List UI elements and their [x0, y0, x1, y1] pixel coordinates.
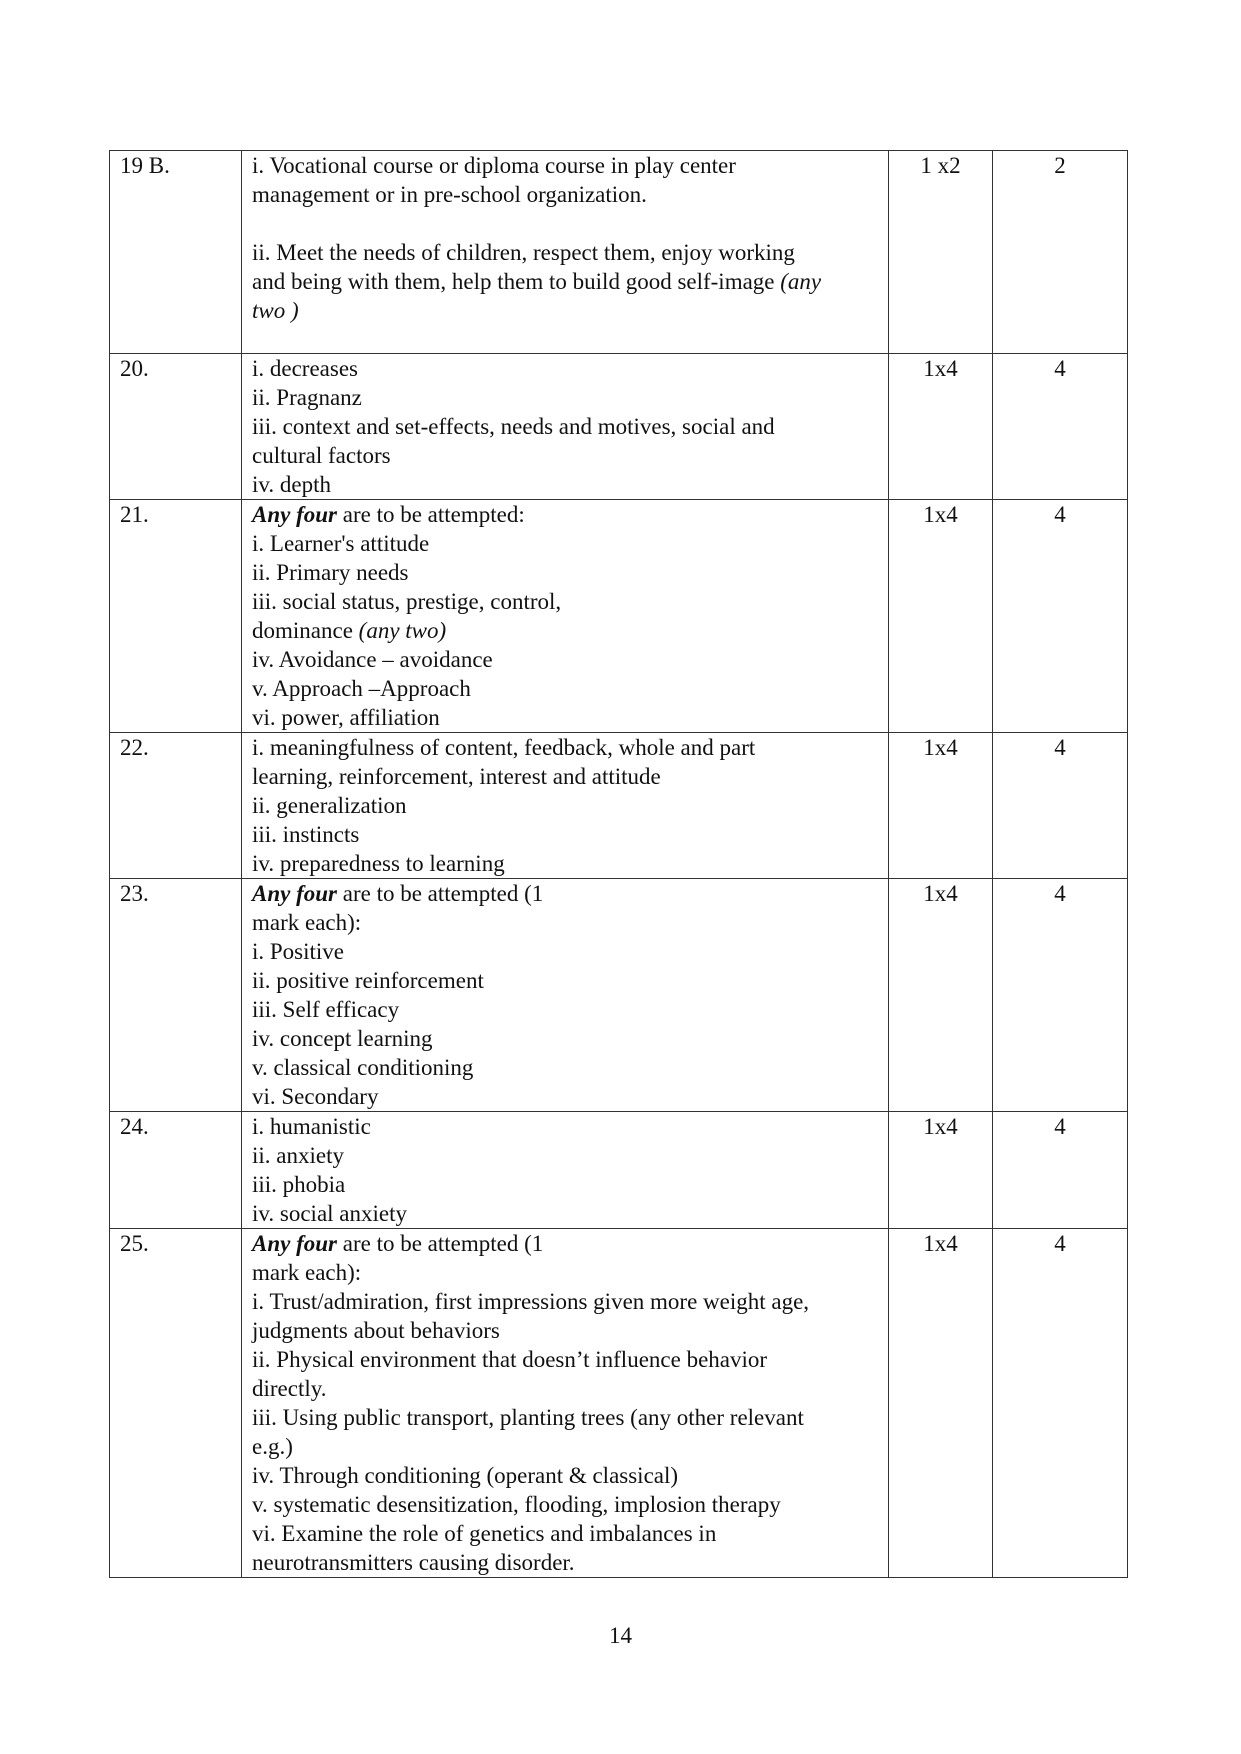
answer-line: mark each):: [252, 910, 362, 935]
answer-line: iii. phobia: [252, 1172, 346, 1197]
answer-line: [252, 267, 876, 296]
answer-line: iv. depth: [252, 472, 331, 497]
mark-distribution: 1 x2: [889, 151, 993, 354]
any-four-emphasis: Any four: [252, 502, 337, 527]
answer-line: [252, 296, 876, 325]
any-four-emphasis: Any four: [252, 881, 337, 906]
total-marks: 2: [993, 151, 1128, 354]
total-marks: 4: [993, 354, 1128, 500]
table-row: [110, 879, 1128, 1112]
answer-line: ii. positive reinforcement: [252, 968, 484, 993]
answer-line: directly.: [252, 1376, 327, 1401]
answer-text: are to be attempted (1: [337, 881, 544, 906]
question-number: 25.: [110, 1229, 242, 1578]
question-number: 22.: [110, 733, 242, 879]
answer-line: iv. concept learning: [252, 1026, 433, 1051]
answer-line: ii. Meet the needs of children, respect them, enjoy working: [252, 240, 795, 265]
mark-distribution: 1x4: [889, 879, 993, 1112]
answer-line: [252, 1229, 876, 1258]
answer-line: iv. Through conditioning (operant & classical): [252, 1463, 679, 1488]
answer-line: i. humanistic: [252, 1114, 371, 1139]
answer-text: and being with them, help them to build good self-image: [252, 269, 775, 294]
answer-text: are to be attempted (1: [337, 1231, 544, 1256]
answer-line: i. Vocational course or diploma course in play center: [252, 153, 736, 178]
answer-line: iii. Self efficacy: [252, 997, 400, 1022]
emphasis-note: (any: [780, 269, 822, 294]
answer-line: iii. Using public transport, planting trees (any other relevant: [252, 1405, 804, 1430]
question-number: 19 B.: [110, 151, 242, 354]
question-number: 23.: [110, 879, 242, 1112]
answer-cell: [242, 879, 889, 1112]
table-row: [110, 733, 1128, 879]
answer-line: learning, reinforcement, interest and attitude: [252, 764, 661, 789]
marking-scheme-table: [109, 150, 1128, 1578]
answer-line: neurotransmitters causing disorder.: [252, 1550, 575, 1575]
answer-line: i. decreases: [252, 356, 358, 381]
answer-gap: [252, 209, 876, 238]
answer-cell: [242, 500, 889, 733]
any-four-emphasis: Any four: [252, 1231, 337, 1256]
mark-distribution: 1x4: [889, 1112, 993, 1229]
answer-line: e.g.): [252, 1434, 293, 1459]
total-marks: 4: [993, 733, 1128, 879]
answer-text: dominance: [252, 618, 359, 643]
answer-line: ii. generalization: [252, 793, 407, 818]
question-number: 24.: [110, 1112, 242, 1229]
answer-line: iv. preparedness to learning: [252, 851, 505, 876]
answer-line: iii. context and set-effects, needs and motives, social and: [252, 414, 775, 439]
question-number: 21.: [110, 500, 242, 733]
mark-distribution: 1x4: [889, 354, 993, 500]
emphasis-note: (any two): [358, 618, 447, 643]
answer-line: ii. Physical environment that doesn’t influence behavior: [252, 1347, 768, 1372]
answer-line: v. classical conditioning: [252, 1055, 474, 1080]
answer-line: [252, 500, 876, 529]
answer-line: iv. social anxiety: [252, 1201, 407, 1226]
table-row: [110, 151, 1128, 354]
answer-line: ii. Pragnanz: [252, 385, 362, 410]
emphasis-note: two ): [252, 298, 299, 323]
answer-line: i. Positive: [252, 939, 345, 964]
answer-gap: [252, 325, 876, 353]
mark-distribution: 1x4: [889, 1229, 993, 1578]
answer-line: i. Learner's attitude: [252, 531, 430, 556]
answer-line: [252, 616, 876, 645]
table-row: [110, 1229, 1128, 1578]
answer-line: i. Trust/admiration, first impressions given more weight age,: [252, 1289, 810, 1314]
answer-line: vi. power, affiliation: [252, 705, 440, 730]
answer-cell: [242, 1229, 889, 1578]
answer-line: ii. Primary needs: [252, 560, 409, 585]
mark-distribution: 1x4: [889, 500, 993, 733]
answer-cell: [242, 354, 889, 500]
answer-line: vi. Secondary: [252, 1084, 379, 1109]
answer-text: are to be attempted:: [337, 502, 525, 527]
answer-line: cultural factors: [252, 443, 391, 468]
answer-line: v. systematic desensitization, flooding, implosion therapy: [252, 1492, 781, 1517]
table-row: [110, 500, 1128, 733]
answer-cell: [242, 733, 889, 879]
mark-distribution: 1x4: [889, 733, 993, 879]
answer-line: management or in pre-school organization.: [252, 182, 647, 207]
question-number: 20.: [110, 354, 242, 500]
answer-cell: [242, 1112, 889, 1229]
total-marks: 4: [993, 1112, 1128, 1229]
answer-line: vi. Examine the role of genetics and imbalances in: [252, 1521, 717, 1546]
table-row: [110, 1112, 1128, 1229]
table-row: [110, 354, 1128, 500]
answer-line: iv. Avoidance – avoidance: [252, 647, 493, 672]
page-number: 14: [609, 1623, 632, 1648]
total-marks: 4: [993, 500, 1128, 733]
answer-cell: [242, 151, 889, 354]
total-marks: 4: [993, 1229, 1128, 1578]
answer-line: [252, 879, 876, 908]
answer-line: mark each):: [252, 1260, 362, 1285]
answer-line: judgments about behaviors: [252, 1318, 500, 1343]
answer-line: v. Approach –Approach: [252, 676, 471, 701]
total-marks: 4: [993, 879, 1128, 1112]
answer-line: ii. anxiety: [252, 1143, 344, 1168]
answer-line: iii. social status, prestige, control,: [252, 589, 562, 614]
answer-line: i. meaningfulness of content, feedback, whole and part: [252, 735, 756, 760]
answer-line: iii. instincts: [252, 822, 360, 847]
